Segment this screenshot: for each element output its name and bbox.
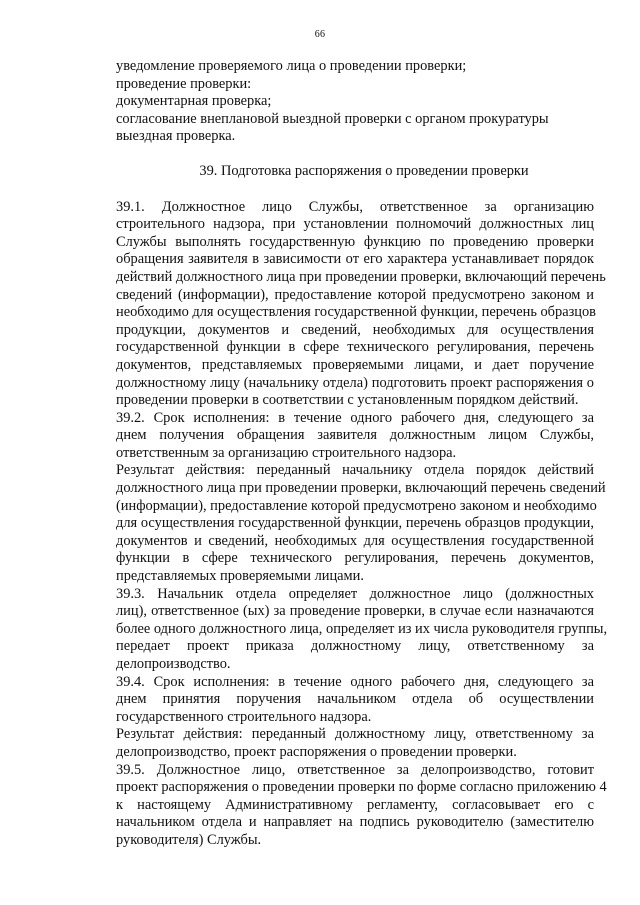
paragraph-line: функции в сфере технического регулирования, перечень документов, xyxy=(116,550,594,567)
paragraph-line: Результат действия: переданный начальнику отдела порядок действий xyxy=(116,462,594,479)
paragraph-line: продукции, документов и сведений, необходимых для осуществления xyxy=(116,321,594,338)
paragraph-line: проект распоряжения о проведении проверки по форме согласно приложению 4 xyxy=(116,779,607,796)
paragraph-line: делопроизводство. xyxy=(116,656,231,672)
intro-line: уведомление проверяемого лица о проведении проверки; xyxy=(116,58,467,74)
paragraph-line: (информации), предоставление которой предусмотрено законом и необходимо xyxy=(116,497,597,514)
intro-line: выездная проверка. xyxy=(116,128,236,145)
paragraph-line: 39.3. Начальник отдела определяет должностное лицо (должностных xyxy=(116,585,594,602)
paragraph-line: 39.5. Должностное лицо, ответственное за делопроизводство, готовит xyxy=(116,761,594,778)
paragraph-line: государственного строительного надзора. xyxy=(116,708,372,725)
paragraph-line: передает проект приказа должностному лицу, ответственному за xyxy=(116,638,594,655)
paragraph-line: 39.1. Должностное лицо Службы, ответственное за организацию xyxy=(116,198,594,215)
paragraph xyxy=(116,726,594,761)
paragraph-line: документов, представляемых проверяемыми лицами, и дает поручение xyxy=(116,356,594,373)
intro-line: согласование внеплановой выездной проверки с органом прокуратуры xyxy=(116,110,549,127)
paragraph xyxy=(116,674,594,727)
paragraph-line: делопроизводство, проект распоряжения о проведении проверки. xyxy=(116,743,517,760)
paragraph xyxy=(116,462,606,585)
section-heading: 39. Подготовка распоряжения о проведении проверки xyxy=(199,162,529,179)
paragraph-line: руководителя) Службы. xyxy=(116,831,262,848)
paragraph-line: Результат действия: переданный должностному лицу, ответственному за xyxy=(116,726,594,743)
paragraph-line: 39.2. Срок исполнения: в течение одного рабочего дня, следующего за xyxy=(116,409,594,426)
intro-line: документарная проверка; xyxy=(116,93,272,110)
paragraph-line: 39.4. Срок исполнения: в течение одного рабочего дня, следующего за xyxy=(116,673,594,690)
paragraph-line: строительного надзора, при установлении полномочий должностных лиц xyxy=(116,216,594,233)
page-number: 66 xyxy=(314,29,326,40)
paragraph-line: представляемых проверяемыми лицами. xyxy=(116,568,364,585)
paragraph-line: государственной функции в сфере технического регулирования, перечень xyxy=(116,339,594,356)
paragraph-line: сведений (информации), предоставление которой предусмотрено законом и xyxy=(116,286,594,303)
paragraph-line: днем получения обращения заявителя должностным лицом Службы, xyxy=(116,427,594,444)
paragraph-line: обращения заявителя в зависимости от его характера устанавливает порядок xyxy=(116,251,594,268)
paragraph-line: Службы выполнять государственную функцию по проведению проверки xyxy=(116,233,594,250)
paragraph-line: документов и сведений, необходимых для осуществления государственной xyxy=(116,532,594,549)
paragraph-line: днем принятия поручения начальником отдела об осуществлении xyxy=(116,691,594,708)
paragraph xyxy=(116,198,606,410)
paragraph xyxy=(116,585,608,674)
paragraph-line: начальником отдела и направляет на подпись руководителю (заместителю xyxy=(116,814,594,831)
paragraph xyxy=(116,410,594,463)
paragraph xyxy=(116,761,607,850)
intro-line: проведение проверки: xyxy=(116,75,252,92)
paragraphs xyxy=(116,198,608,850)
paragraph-line: более одного должностного лица, определяет из их числа руководителя группы, xyxy=(116,620,608,637)
paragraph-line: к настоящему Административному регламенту, согласовывает его с xyxy=(116,796,594,813)
document-body xyxy=(116,58,608,850)
paragraph-line: необходимо для осуществления государственной функции, перечень образцов xyxy=(116,304,596,321)
paragraph-line: проведении проверки в соответствии с установленным порядком действий. xyxy=(116,392,579,409)
paragraph-line: ответственным за организацию строительного надзора. xyxy=(116,444,457,461)
paragraph-line: лиц), ответственное (ых) за проведение проверки, в случае если назначаются xyxy=(116,603,594,620)
paragraph-line: должностному лицу (начальнику отдела) подготовить проект распоряжения о xyxy=(116,374,594,391)
paragraph-line: должностного лица при проведении проверки, включающий перечень сведений xyxy=(116,480,606,497)
intro-list xyxy=(116,58,594,146)
paragraph-line: действий должностного лица при проведении проверки, включающий перечень xyxy=(116,268,606,285)
paragraph-line: для осуществления государственной функции, перечень образцов продукции, xyxy=(116,515,594,532)
